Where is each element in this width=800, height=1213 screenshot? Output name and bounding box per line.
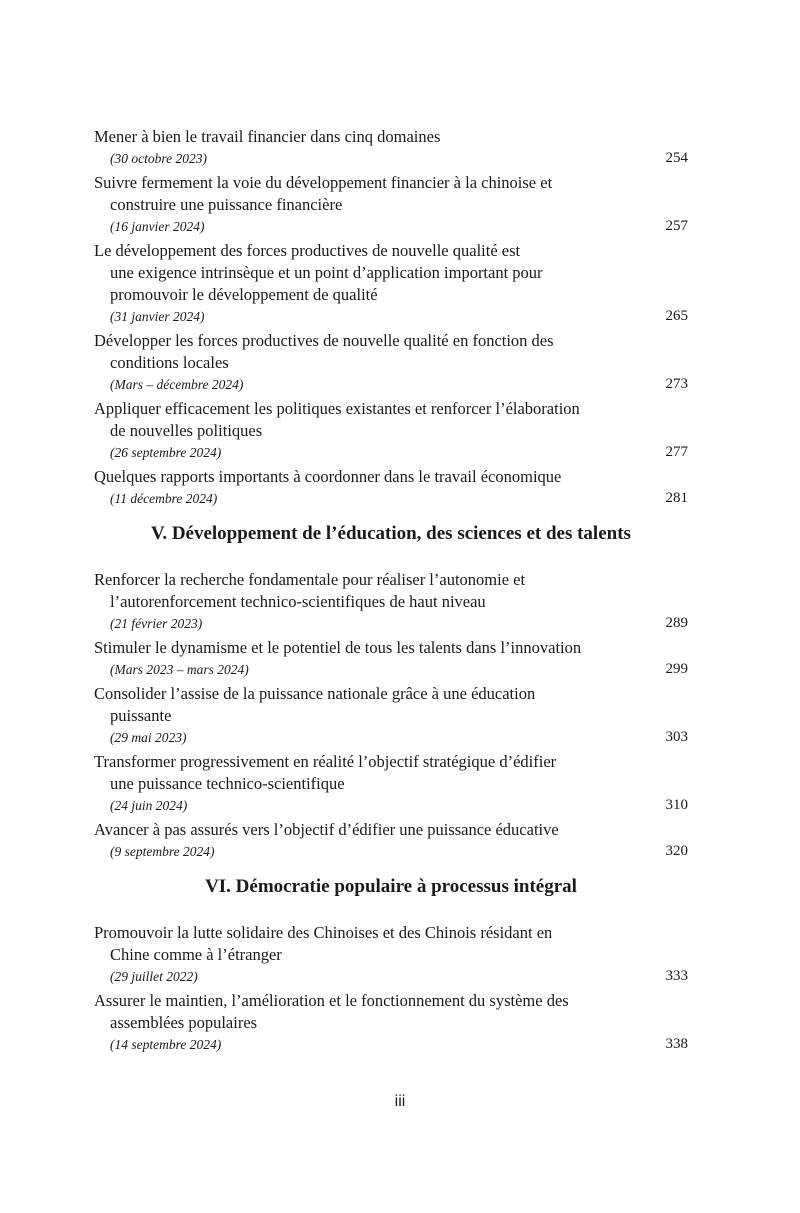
entry-title-line: assemblées populaires bbox=[110, 1013, 258, 1032]
entry-title-line: Avancer à pas assurés vers l’objectif d’édifier une puissance éducative bbox=[94, 820, 559, 839]
entry-title-line: Renforcer la recherche fondamentale pour réaliser l’autonomie et bbox=[94, 570, 526, 589]
entry-meta bbox=[94, 374, 688, 395]
entry-meta bbox=[94, 148, 688, 169]
entry-page-number: 310 bbox=[665, 797, 688, 813]
entry-title bbox=[94, 751, 688, 795]
entry-title-line: une exigence intrinsèque et un point d’application important pour bbox=[110, 263, 543, 282]
entry-title-line: puissante bbox=[110, 706, 172, 725]
entry-meta bbox=[94, 1034, 688, 1055]
entry-page-number: 277 bbox=[665, 444, 688, 460]
entry-title-line: Le développement des forces productives de nouvelle qualité est bbox=[94, 241, 521, 260]
toc-entry[interactable] bbox=[94, 240, 688, 327]
table-of-contents bbox=[94, 126, 688, 1058]
entry-date: (29 juillet 2022) bbox=[110, 969, 198, 984]
toc-entry[interactable] bbox=[94, 922, 688, 987]
page-folio: iii bbox=[394, 1093, 406, 1110]
entry-meta bbox=[94, 727, 688, 748]
entry-date: (Mars 2023 – mars 2024) bbox=[110, 662, 249, 677]
toc-entry[interactable] bbox=[94, 398, 688, 463]
entry-page-number: 281 bbox=[665, 490, 688, 506]
entry-meta bbox=[94, 306, 688, 327]
entry-group bbox=[94, 569, 688, 862]
entry-date: (16 janvier 2024) bbox=[110, 219, 205, 234]
entry-title-line: une puissance technico-scientifique bbox=[110, 774, 345, 793]
entry-date: (Mars – décembre 2024) bbox=[110, 377, 244, 392]
entry-date: (21 février 2023) bbox=[110, 616, 203, 631]
entry-title bbox=[94, 683, 688, 727]
entry-page-number: 254 bbox=[665, 150, 688, 166]
entry-page-number: 303 bbox=[665, 729, 688, 745]
entry-date: (14 septembre 2024) bbox=[110, 1037, 222, 1052]
entry-group bbox=[94, 126, 688, 509]
entry-title-line: Suivre fermement la voie du développement financier à la chinoise et bbox=[94, 173, 553, 192]
entry-title-line: Transformer progressivement en réalité l’objectif stratégique d’édifier bbox=[94, 752, 557, 771]
entry-meta bbox=[94, 613, 688, 634]
entry-date: (29 mai 2023) bbox=[110, 730, 187, 745]
entry-title-line: Stimuler le dynamisme et le potentiel de tous les talents dans l’innovation bbox=[94, 638, 582, 657]
entry-title-line: Mener à bien le travail financier dans cinq domaines bbox=[94, 127, 441, 146]
entry-title bbox=[94, 172, 688, 216]
entry-title-line: promouvoir le développement de qualité bbox=[110, 285, 378, 304]
entry-page-number: 273 bbox=[665, 376, 688, 392]
entry-page-number: 289 bbox=[665, 615, 688, 631]
entry-page-number: 333 bbox=[665, 968, 688, 984]
toc-entry[interactable] bbox=[94, 466, 688, 509]
entry-title bbox=[94, 637, 688, 659]
entry-title bbox=[94, 569, 688, 613]
entry-group bbox=[94, 922, 688, 1055]
entry-title bbox=[94, 466, 688, 488]
entry-page-number: 265 bbox=[665, 308, 688, 324]
toc-entry[interactable] bbox=[94, 330, 688, 395]
toc-entry[interactable] bbox=[94, 819, 688, 862]
entry-title bbox=[94, 990, 688, 1034]
entry-date: (11 décembre 2024) bbox=[110, 491, 218, 506]
entry-title bbox=[94, 922, 688, 966]
entry-page-number: 257 bbox=[665, 218, 688, 234]
entry-title-line: Consolider l’assise de la puissance nationale grâce à une éducation bbox=[94, 684, 536, 703]
entry-title-line: Quelques rapports importants à coordonner dans le travail économique bbox=[94, 467, 562, 486]
entry-meta bbox=[94, 966, 688, 987]
entry-title-line: construire une puissance financière bbox=[110, 195, 343, 214]
entry-title bbox=[94, 126, 688, 148]
entry-date: (26 septembre 2024) bbox=[110, 445, 222, 460]
entry-title-line: Appliquer efficacement les politiques existantes et renforcer l’élaboration bbox=[94, 399, 580, 418]
toc-entry[interactable] bbox=[94, 126, 688, 169]
entry-meta bbox=[94, 795, 688, 816]
toc-entry[interactable] bbox=[94, 683, 688, 748]
entry-meta bbox=[94, 841, 688, 862]
entry-page-number: 338 bbox=[665, 1036, 688, 1052]
entry-title-line: Chine comme à l’étranger bbox=[110, 945, 282, 964]
entry-meta bbox=[94, 442, 688, 463]
entry-title bbox=[94, 398, 688, 442]
entry-title-line: de nouvelles politiques bbox=[110, 421, 263, 440]
entry-title-line: Promouvoir la lutte solidaire des Chinoises et des Chinois résidant en bbox=[94, 923, 553, 942]
entry-date: (24 juin 2024) bbox=[110, 798, 188, 813]
section-heading-v: V. Développement de l’éducation, des sciences et des talents bbox=[151, 523, 631, 544]
toc-entry[interactable] bbox=[94, 751, 688, 816]
entry-title bbox=[94, 330, 688, 374]
toc-entry[interactable] bbox=[94, 637, 688, 680]
entry-meta bbox=[94, 216, 688, 237]
entry-title-line: Assurer le maintien, l’amélioration et le fonctionnement du système des bbox=[94, 991, 569, 1010]
entry-page-number: 299 bbox=[665, 661, 688, 677]
entry-title-line: Développer les forces productives de nouvelle qualité en fonction des bbox=[94, 331, 554, 350]
toc-entry[interactable] bbox=[94, 569, 688, 634]
entry-date: (31 janvier 2024) bbox=[110, 309, 205, 324]
section-heading-vi: VI. Démocratie populaire à processus intégral bbox=[205, 876, 577, 897]
entry-page-number: 320 bbox=[665, 843, 688, 859]
toc-entry[interactable] bbox=[94, 990, 688, 1055]
toc-entry[interactable] bbox=[94, 172, 688, 237]
entry-title-line: conditions locales bbox=[110, 353, 229, 372]
entry-meta bbox=[94, 488, 688, 509]
entry-date: (9 septembre 2024) bbox=[110, 844, 215, 859]
entry-date: (30 octobre 2023) bbox=[110, 151, 207, 166]
entry-title bbox=[94, 240, 688, 306]
entry-title-line: l’autorenforcement technico-scientifiques de haut niveau bbox=[110, 592, 486, 611]
entry-title bbox=[94, 819, 688, 841]
entry-meta bbox=[94, 659, 688, 680]
